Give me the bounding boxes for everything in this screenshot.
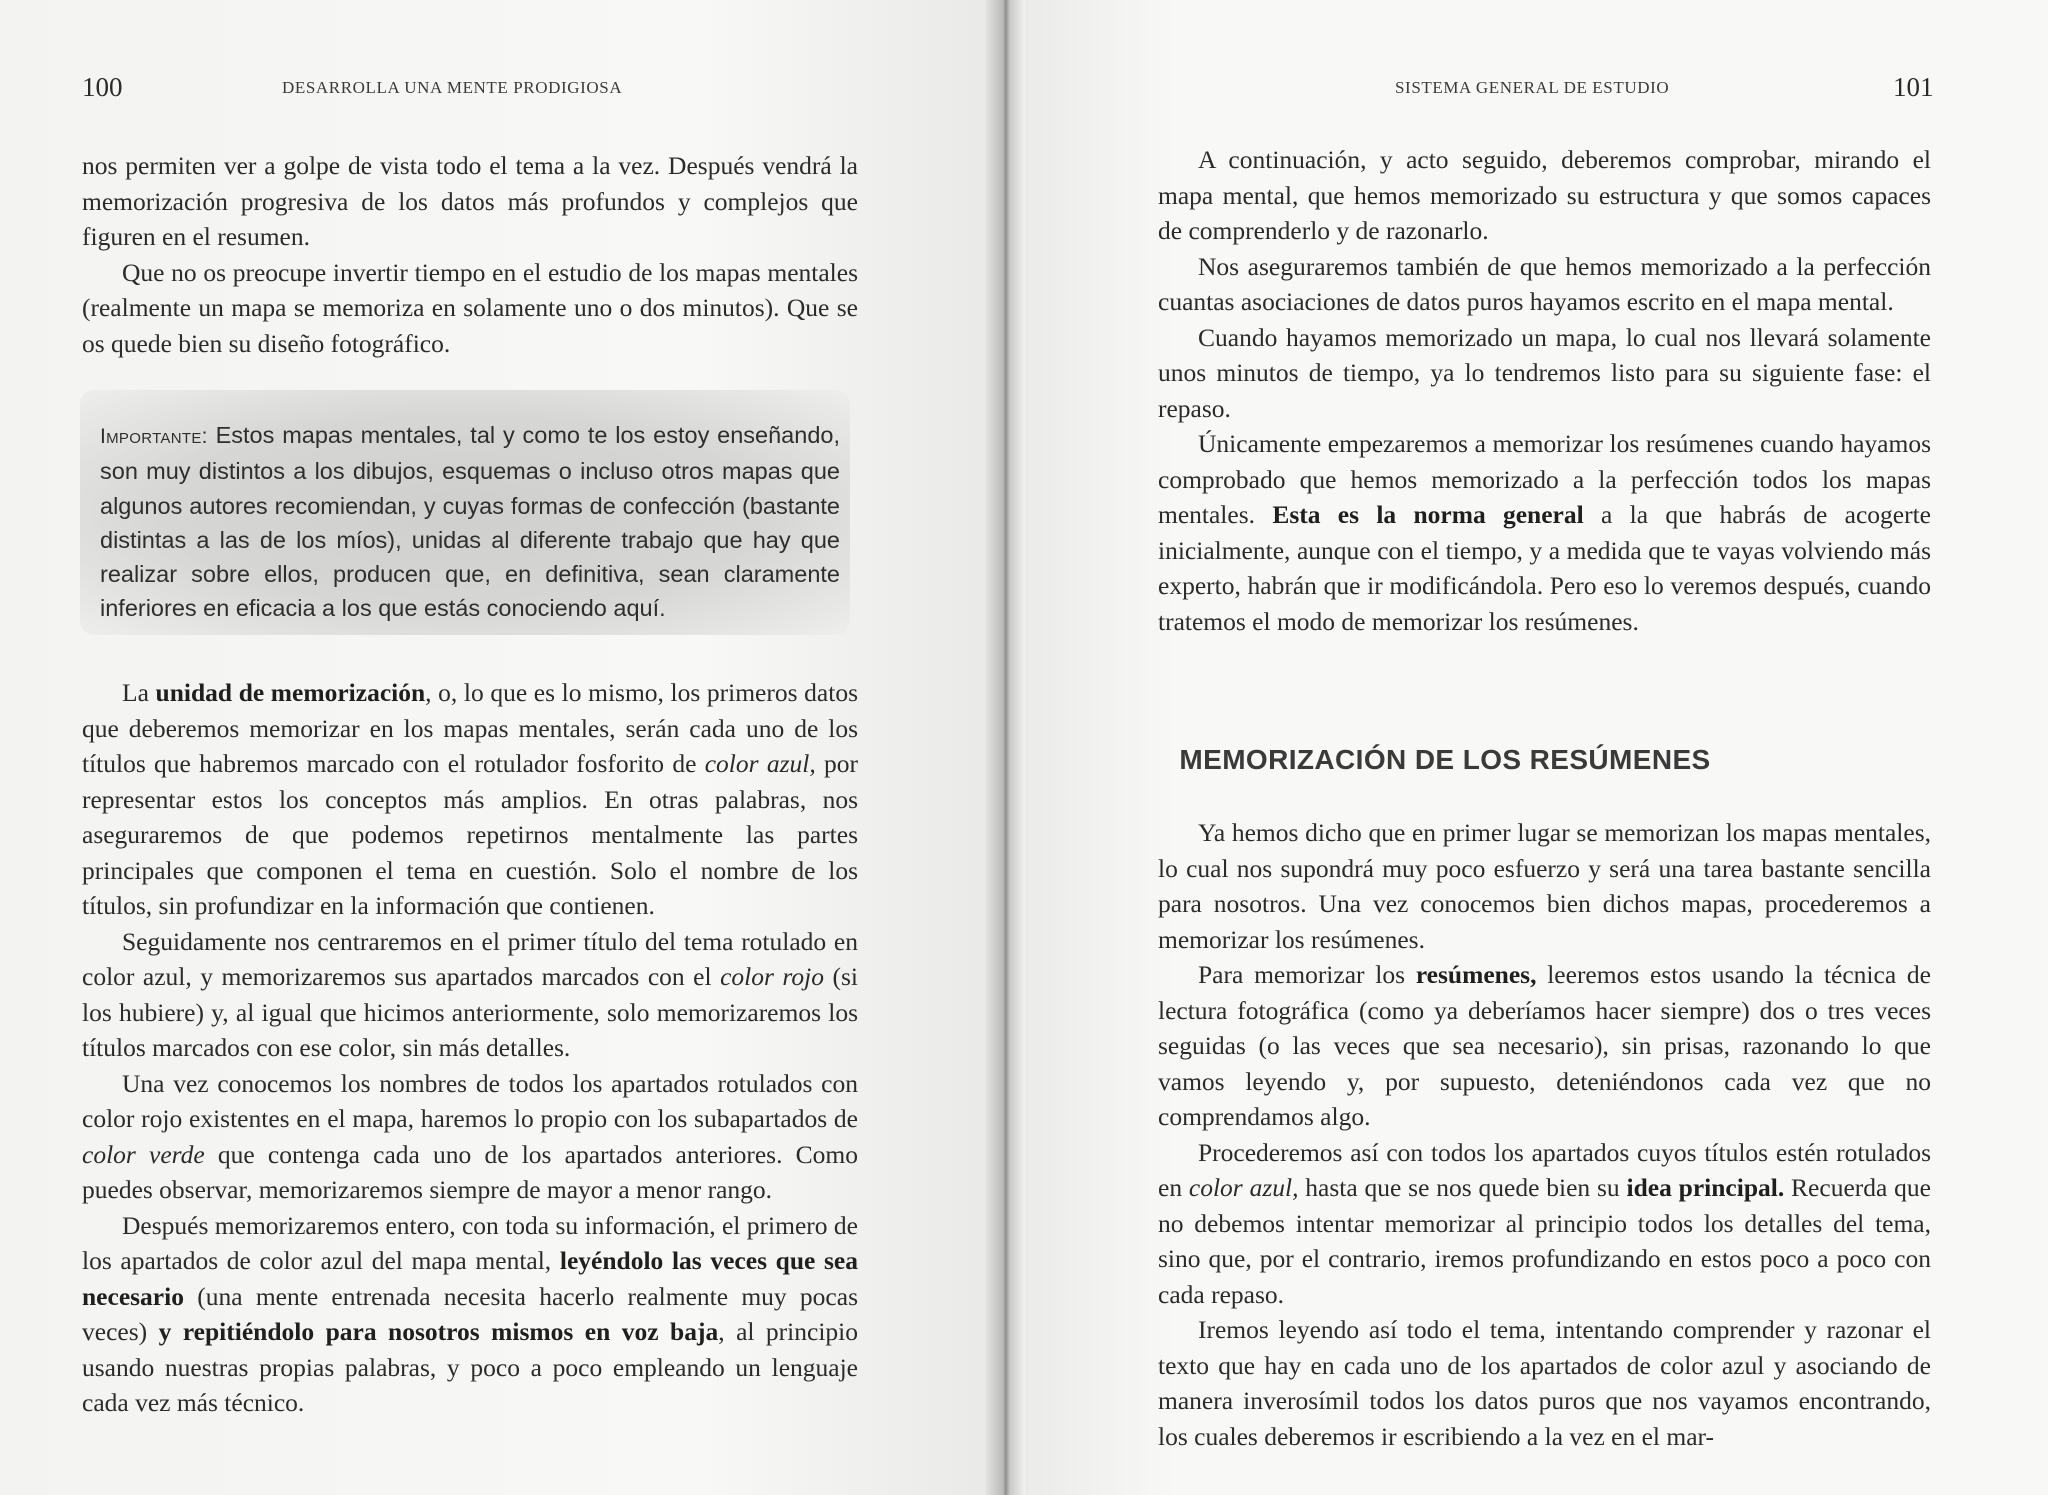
book-gutter	[985, 0, 1025, 1495]
callout-label: Importante:	[100, 425, 208, 448]
text-run: por representar estos los conceptos más amplios. En otras palabras, nos aseguraremos de que podemos repetirnos mentalmente las partes principales que componen el tema en cuestión. Solo el nombre de los títulos, sin profundizar en la información que contienen.	[82, 749, 859, 920]
italic-text: color verde	[82, 1139, 205, 1169]
text-run: leeremos estos usando la técnica de lectura fotográfica (como ya deberíamos hacer siempre) dos o tres veces seguidas (o las veces que sea necesario), sin prisas, razonando lo que vamos leyendo y, por supuesto, deteniéndonos cada vez que no comprendamos algo.	[1158, 960, 1931, 1131]
bold-text: leyéndolo las veces que sea necesario	[82, 1246, 858, 1311]
left-intro-text	[82, 148, 858, 361]
italic-text: color rojo	[720, 962, 824, 991]
paragraph: A continuación, y acto seguido, deberemos comprobar, mirando el mapa mental, que hemos memorizado su estructura y que somos capaces de comprenderlo y de razonarlo.	[1158, 145, 1931, 245]
left-body-text	[82, 675, 858, 1421]
paragraph	[1158, 957, 1931, 1135]
italic-text: color azul,	[704, 749, 816, 778]
text-run: Para memorizar los	[1198, 960, 1416, 989]
paragraph: Ya hemos dicho que en primer lugar se memorizan los mapas mentales, lo cual nos supondrá muy poco esfuerzo y será una tarea bastante sencilla para nosotros. Una vez conocemos bien dichos mapas, procederemos a memorizar los resúmenes.	[1158, 818, 1931, 954]
text-run: hasta que se nos quede bien su	[1298, 1173, 1627, 1202]
text-run: Recuerda que no debemos intentar memorizar al principio todos los detalles del tema, sino que, por el contrario, iremos profundizando en estos poco a poco con cada repaso.	[1158, 1173, 1931, 1309]
paragraph: nos permiten ver a golpe de vista todo el tema a la vez. Después vendrá la memorización progresiva de los datos más profundos y complejos que figuren en el resumen.	[82, 151, 858, 251]
right-top-text	[1158, 142, 1931, 639]
text-run: Procederemos así con todos los apartados cuyos títulos estén rotulados en	[1158, 1137, 1931, 1202]
text-run: , al principio usando nuestras propias palabras, y poco a poco empleando un lenguaje cada vez más técnico.	[82, 1317, 859, 1417]
italic-text: color azul,	[1188, 1173, 1299, 1202]
text-run: Después memorizaremos entero, con toda su información, el primero de los apartados de color azul del mapa mental,	[82, 1210, 858, 1275]
text-run: Únicamente empezaremos a memorizar los resúmenes cuando hayamos comprobado que hemos memorizado a la perfección todos los mapas mentales.	[1158, 429, 1931, 529]
text-run: Seguidamente nos centraremos en el primer título del tema rotulado en color azul, y memorizaremos sus apartados marcados con el	[82, 926, 858, 991]
paragraph: Que no os preocupe invertir tiempo en el estudio de los mapas mentales (realmente un mapa se memoriza en solamente uno o dos minutos). Que se os quede bien su diseño fotográfico.	[82, 257, 858, 358]
text-run: (una mente entrenada necesita hacerlo realmente muy pocas veces)	[82, 1281, 858, 1346]
bold-text: y repitiéndolo para nosotros mismos en voz baja	[158, 1317, 719, 1346]
bold-text: Esta es la norma general	[1272, 500, 1584, 529]
paragraph	[1158, 1135, 1931, 1313]
paragraph	[1158, 426, 1931, 639]
text-run: La	[122, 678, 156, 707]
bold-text: idea principal.	[1626, 1173, 1785, 1202]
right-running-header: SISTEMA GENERAL DE ESTUDIO	[1395, 78, 1670, 97]
text-run: (si los hubiere) y, al igual que hicimos anteriormente, solo memorizaremos los títulos marcados con ese color, sin más detalles.	[82, 962, 858, 1062]
paragraph	[82, 924, 858, 1066]
bold-text: unidad de memorización	[155, 678, 426, 707]
paragraph: Cuando hayamos memorizado un mapa, lo cual nos llevará solamente unos minutos de tiempo, ya lo tendremos listo para su siguiente fase: el repaso.	[1158, 322, 1931, 423]
text-run: Una vez conocemos los nombres de todos los apartados rotulados con color rojo existentes en el mapa, haremos lo propio con los subapartados de	[82, 1068, 858, 1133]
text-run: , o, lo que es lo mismo, los primeros datos que deberemos memorizar en los mapas mentales, serán cada uno de los títulos que habremos marcado con el rotulador fosforito de	[82, 678, 858, 778]
callout-body: Estos mapas mentales, tal y como te los estoy enseñando, son muy distintos a los dibujos, esquemas o incluso otros mapas que algunos autores recomiendan, y cuyas formas de confección (bastante distintas a las de los míos), unidas al diferente trabajo que hay que realizar sobre ellos, producen que, en definitiva, sean claramente inferiores en eficacia a los que estás conociendo aquí.	[100, 422, 840, 622]
paragraph: Nos aseguraremos también de que hemos memorizado a la perfección cuantas asociaciones de datos puros hayamos escrito en el mapa mental.	[1158, 251, 1931, 316]
left-page-number: 100	[82, 72, 123, 102]
left-running-header: DESARROLLA UNA MENTE PRODIGIOSA	[282, 78, 623, 97]
paragraph	[82, 1066, 858, 1208]
paragraph	[82, 1208, 858, 1421]
section-heading: MEMORIZACIÓN DE LOS RESÚMENES	[1179, 744, 1711, 775]
right-page-number: 101	[1893, 72, 1934, 102]
right-bottom-text	[1158, 815, 1931, 1454]
text-run: a la que habrás de acogerte inicialmente, aunque con el tiempo, y a medida que te vayas volviendo más experto, habrán que ir modificándola. Pero eso lo veremos después, cuando tratemos el modo de memorizar los resúmenes.	[1158, 500, 1931, 636]
paragraph	[82, 675, 858, 924]
paragraph: Iremos leyendo así todo el tema, intentando comprender y razonar el texto que hay en cada uno de los apartados de color azul y asociando de manera inverosímil todos los datos puros que nos vayamos encontrando, los cuales deberemos ir escribiendo a la vez en el mar-	[1158, 1315, 1931, 1451]
text-run: que contenga cada uno de los apartados anteriores. Como puedes observar, memorizaremos siempre de mayor a menor rango.	[82, 1139, 858, 1204]
important-callout-text	[100, 418, 840, 626]
bold-text: resúmenes,	[1415, 960, 1537, 989]
